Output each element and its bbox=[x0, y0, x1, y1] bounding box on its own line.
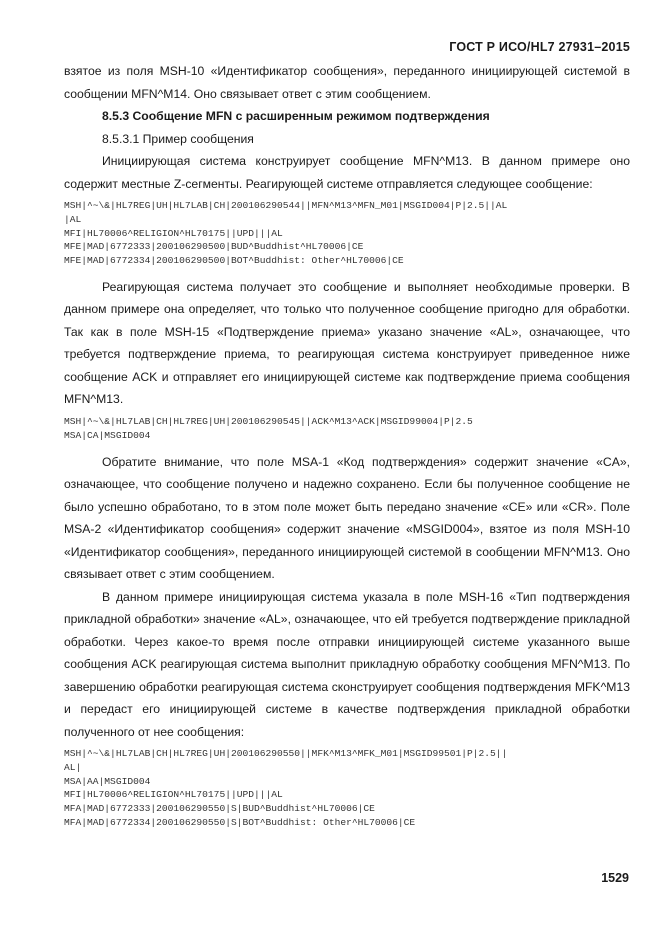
paragraph-ack: Реагирующая система получает это сообщение и выполняет необходимые проверки. В данном примере она определяет, что только что полученное сообщение пригодно для обработки. Так как в поле MSH-15 «Подтверждение приема» указано значение «AL», означающее, что требуется подтверждение приема, то реагирующая система конструирует приведенное ниже сообщение ACK и отправляет его инициирующей системе как подтверждение приема сообщения MFN^M13. bbox=[64, 279, 630, 407]
section-heading: 8.5.3 Сообщение MFN с расширенным режимом подтверждения bbox=[102, 109, 490, 123]
paragraph-msa: Обратите внимание, что поле MSA-1 «Код подтверждения» содержит значение «CA», означающее, что сообщение получено и надежно сохранено. Если бы полученное сообщение не было успешно обработано, то в этом поле может быть передано значение «CE» или «CR». Поле MSA-2 «Идентификатор сообщения» содержит значение «MSGID004», взятое из поля MSH-10 «Идентификатор сообщения», переданного инициирующей системой в сообщении MFN^M13. Оно связывает ответ с этим сообщением. bbox=[64, 454, 630, 582]
code-block-mfn: MSH|^~\&|HL7REG|UH|HL7LAB|CH|200106290544||MFN^M13^MFN_M01|MSGID004|P|2.5||AL |AL MFI|HL70006^RELIGION^HL70175||UPD|||AL MFE|MAD|6772333|200106290500|BUD^Buddhist^HL70006|CE MFE|MAD|6772334|200106290500|BOT^Buddhist: Other^HL70006|CE bbox=[64, 200, 508, 267]
paragraph-continuation: взятое из поля MSH-10 «Идентификатор сообщения», переданного инициирующей системой в сообщении MFN^M14. Оно связывает ответ с этим сообщением. bbox=[64, 64, 630, 101]
paragraph-intro: Инициирующая система конструирует сообщение MFN^M13. В данном примере оно содержит местные Z-сегменты. Реагирующей системе отправляется следующее сообщение: bbox=[64, 154, 630, 191]
code-block-mfk: MSH|^~\&|HL7LAB|CH|HL7REG|UH|200106290550||MFK^M13^MFK_M01|MSGID99501|P|2.5|| AL| MSA|AA|MSGID004 MFI|HL70006^RELIGION^HL70175||UPD|||AL MFA|MAD|6772333|200106290550|S|BUD^Buddhist^HL70006|CE MFA|MAD|6772334|200106290550|S|BOT^Buddhist: Other^HL70006|CE bbox=[64, 748, 508, 829]
page-content bbox=[64, 60, 630, 830]
paragraph-application-ack: В данном примере инициирующая система указала в поле MSH-16 «Тип подтверждения прикладной обработки» значение «AL», означающее, что ей требуется подтверждение прикладной обработки. Через какое-то время после отправки инициирующей системе указанного выше сообщения ACK реагирующая система выполнит прикладную обработку сообщения MFN^M13. По завершению обработки реагирующая система сконструирует сообщения подтверждения MFK^M13 и передаст его инициирующей системе в качестве подтверждения прикладной обработки полученного от нее сообщения: bbox=[64, 589, 630, 739]
subsection-heading: 8.5.3.1 Пример сообщения bbox=[102, 131, 254, 146]
document-header: ГОСТ Р ИСО/HL7 27931–2015 bbox=[449, 40, 630, 54]
page-number: 1529 bbox=[601, 871, 629, 885]
code-block-ack: MSH|^~\&|HL7LAB|CH|HL7REG|UH|200106290545||ACK^M13^ACK|MSGID99004|P|2.5 MSA|CA|MSGID004 bbox=[64, 415, 473, 441]
